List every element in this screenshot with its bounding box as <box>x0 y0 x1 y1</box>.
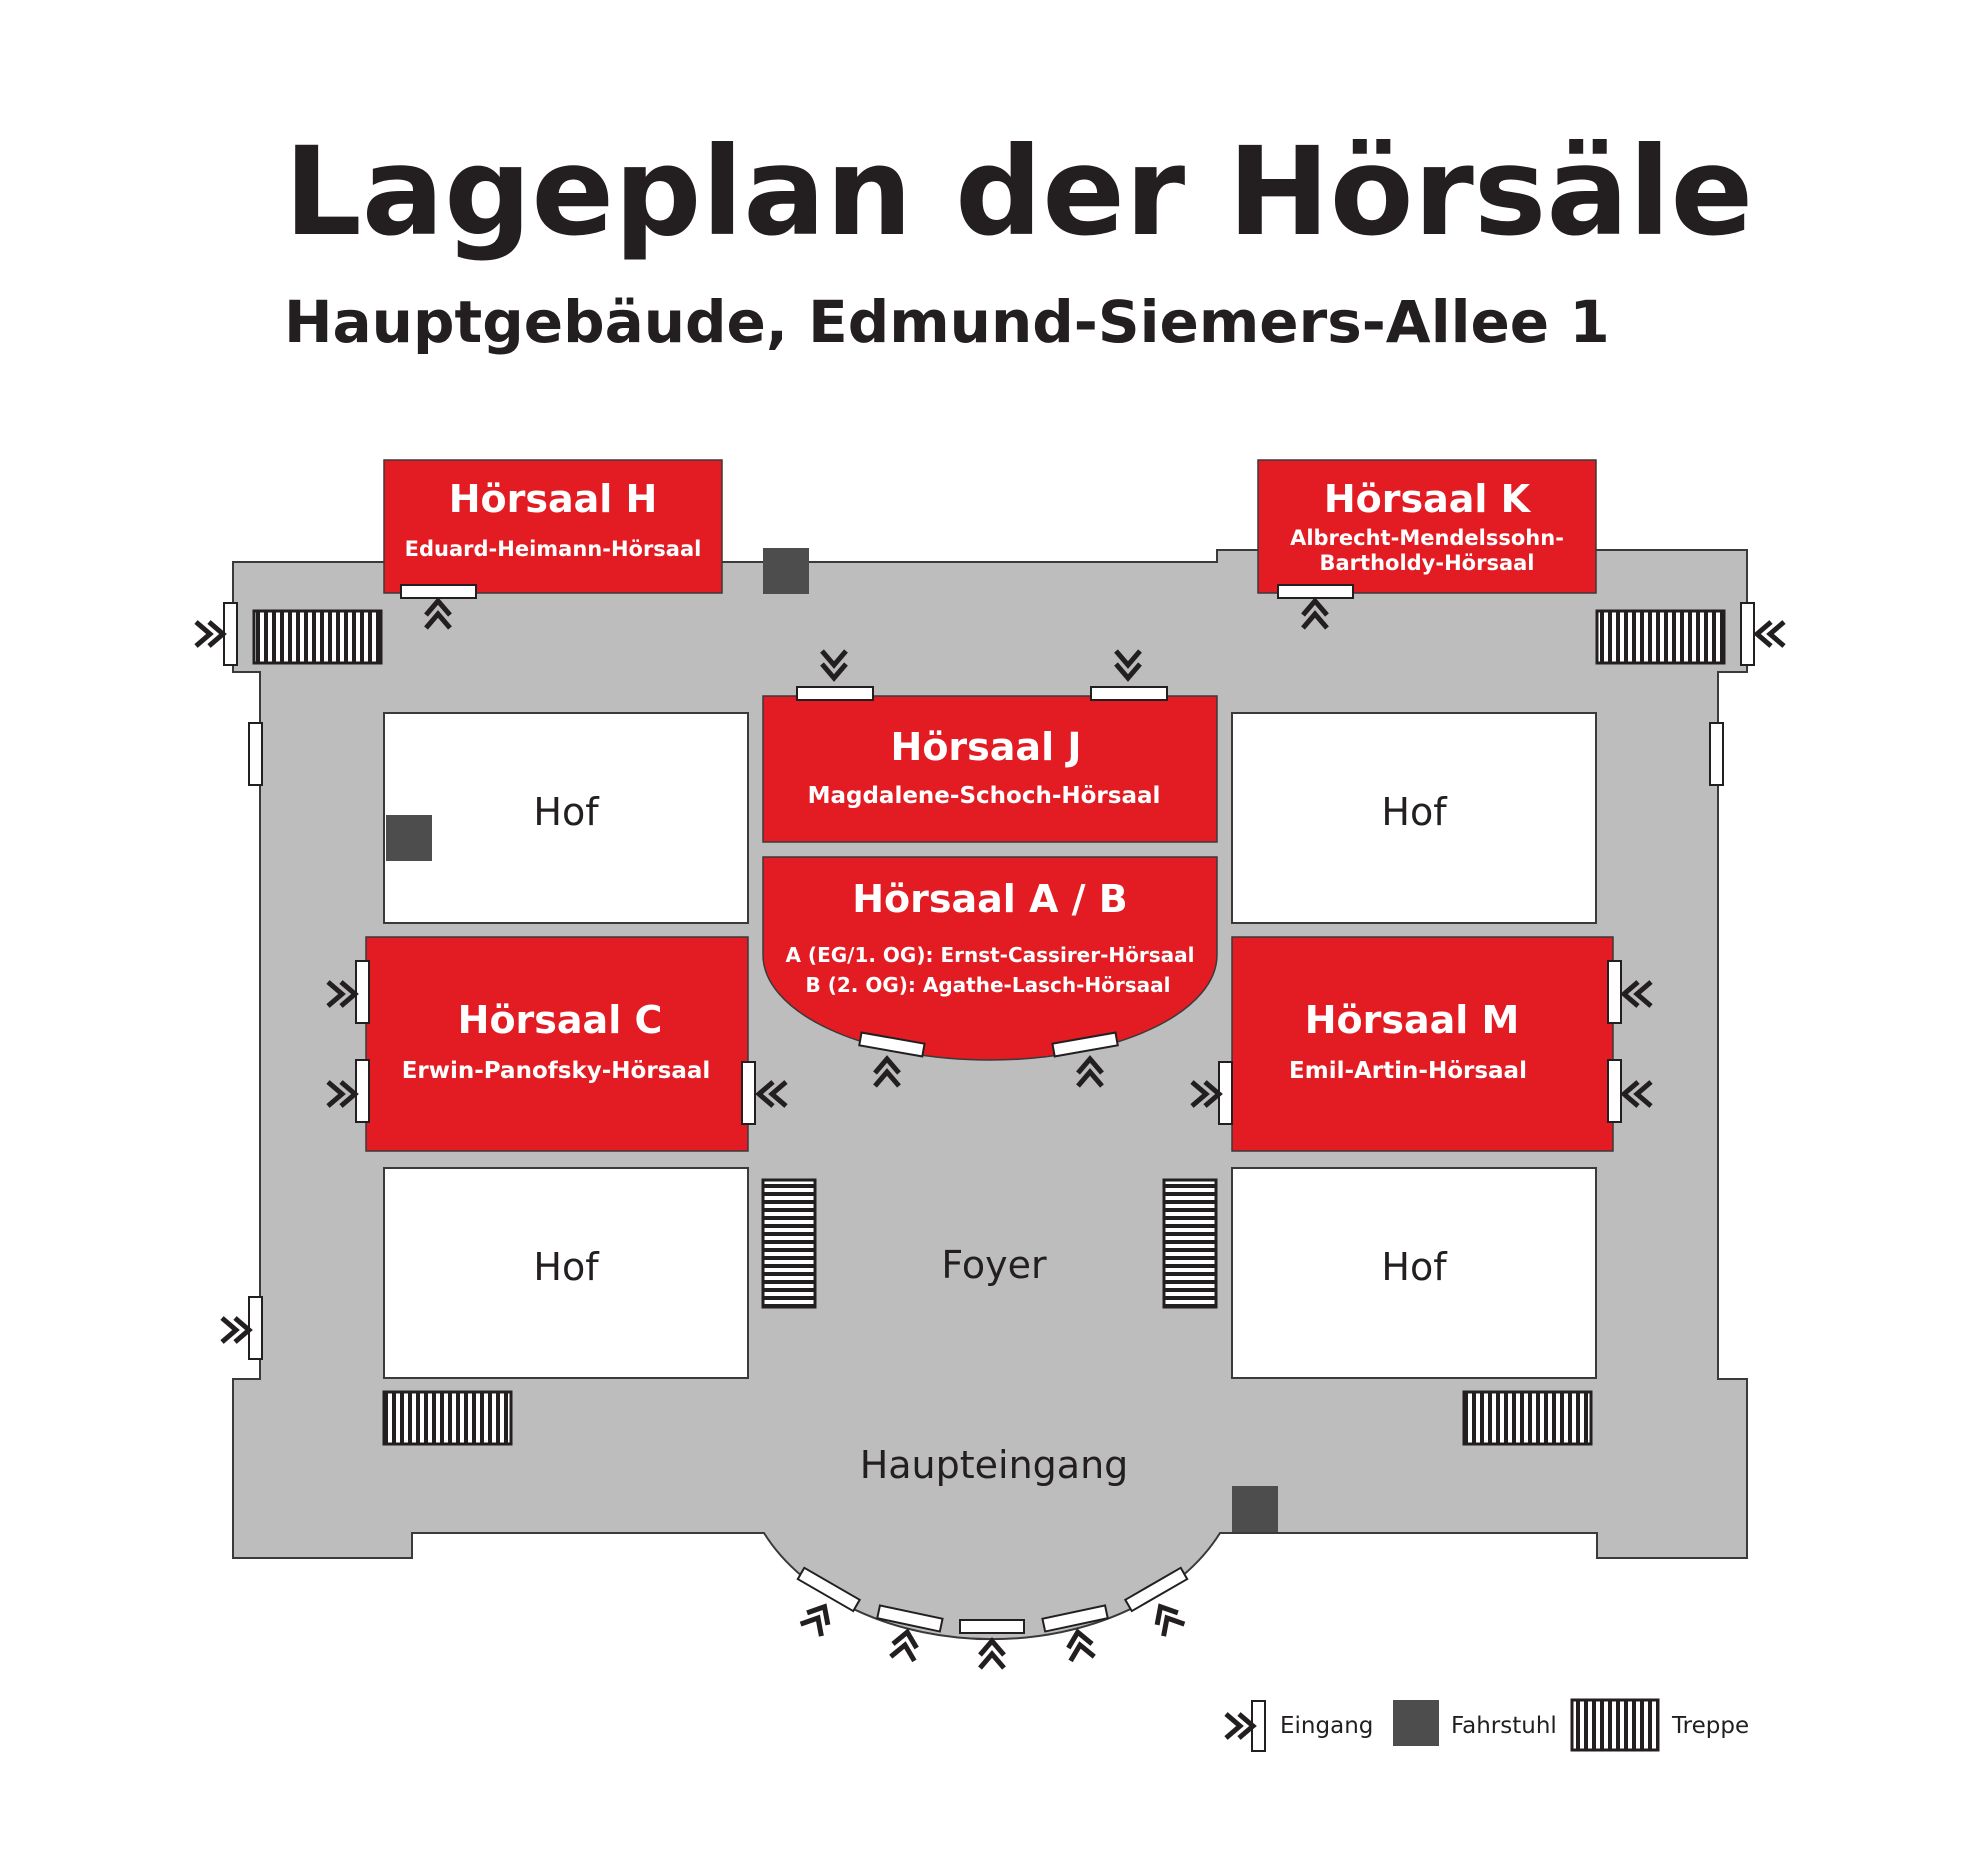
legend-entrance-label: Eingang <box>1280 1713 1374 1739</box>
entrance-icon[interactable] <box>960 1620 1024 1668</box>
stairs-icon <box>1597 611 1724 663</box>
elevator-icon <box>1232 1486 1278 1532</box>
legend-entrance-icon <box>1226 1701 1265 1751</box>
hall-j-title: Hörsaal J <box>890 725 1082 769</box>
hall-k-name-line1: Albrecht-Mendelssohn- <box>1290 526 1564 550</box>
hall-ab-name-line2: B (2. OG): Agathe-Lasch-Hörsaal <box>805 973 1171 997</box>
page-subtitle: Hauptgebäude, Edmund-Siemers-Allee 1 <box>284 288 1610 356</box>
hall-m[interactable] <box>1232 937 1613 1151</box>
legend-elevator-label: Fahrstuhl <box>1451 1713 1557 1739</box>
legend-stairs-label: Treppe <box>1672 1713 1750 1739</box>
hall-k[interactable] <box>1258 460 1596 593</box>
hall-ab-title: Hörsaal A / B <box>852 877 1128 921</box>
stairs-icon <box>1164 1180 1216 1307</box>
legend-stairs-icon <box>1572 1700 1658 1750</box>
foyer-label: Foyer <box>941 1243 1047 1287</box>
stairs-icon <box>1464 1392 1591 1444</box>
hall-ab-name-line1: A (EG/1. OG): Ernst-Cassirer-Hörsaal <box>785 943 1195 967</box>
hall-c-name: Erwin-Panofsky-Hörsaal <box>401 1058 711 1084</box>
courtyard-label: Hof <box>1381 790 1447 834</box>
hall-m-title: Hörsaal M <box>1304 998 1520 1042</box>
elevator-icon <box>763 548 809 594</box>
entrance-icon[interactable] <box>196 603 237 665</box>
hall-c[interactable] <box>366 937 748 1151</box>
legend <box>1226 1700 1749 1751</box>
hall-k-title: Hörsaal K <box>1323 477 1531 521</box>
stairs-icon <box>763 1180 815 1307</box>
entrance-icon[interactable] <box>1741 603 1784 665</box>
main-entrance-label: Haupteingang <box>859 1443 1129 1487</box>
hall-m-name: Emil-Artin-Hörsaal <box>1289 1058 1527 1084</box>
courtyard-label: Hof <box>533 790 599 834</box>
door-marker <box>1710 723 1723 785</box>
hall-j-name: Magdalene-Schoch-Hörsaal <box>807 783 1161 809</box>
door-marker <box>249 723 262 785</box>
hall-h[interactable] <box>384 460 722 593</box>
hall-c-title: Hörsaal C <box>457 998 663 1042</box>
entrance-icon[interactable] <box>222 1297 262 1359</box>
hall-k-name-line2: Bartholdy-Hörsaal <box>1319 551 1535 575</box>
stairs-icon <box>384 1392 511 1444</box>
courtyard-label: Hof <box>1381 1245 1447 1289</box>
hall-h-title: Hörsaal H <box>448 477 658 521</box>
courtyard-label: Hof <box>533 1245 599 1289</box>
hall-j[interactable] <box>763 696 1217 842</box>
legend-elevator-icon <box>1393 1700 1439 1746</box>
page-title: Lageplan der Hörsäle <box>284 121 1754 263</box>
elevator-icon <box>386 815 432 861</box>
stairs-icon <box>254 611 381 663</box>
hall-ab[interactable] <box>763 857 1217 1060</box>
hall-h-name: Eduard-Heimann-Hörsaal <box>404 537 702 561</box>
